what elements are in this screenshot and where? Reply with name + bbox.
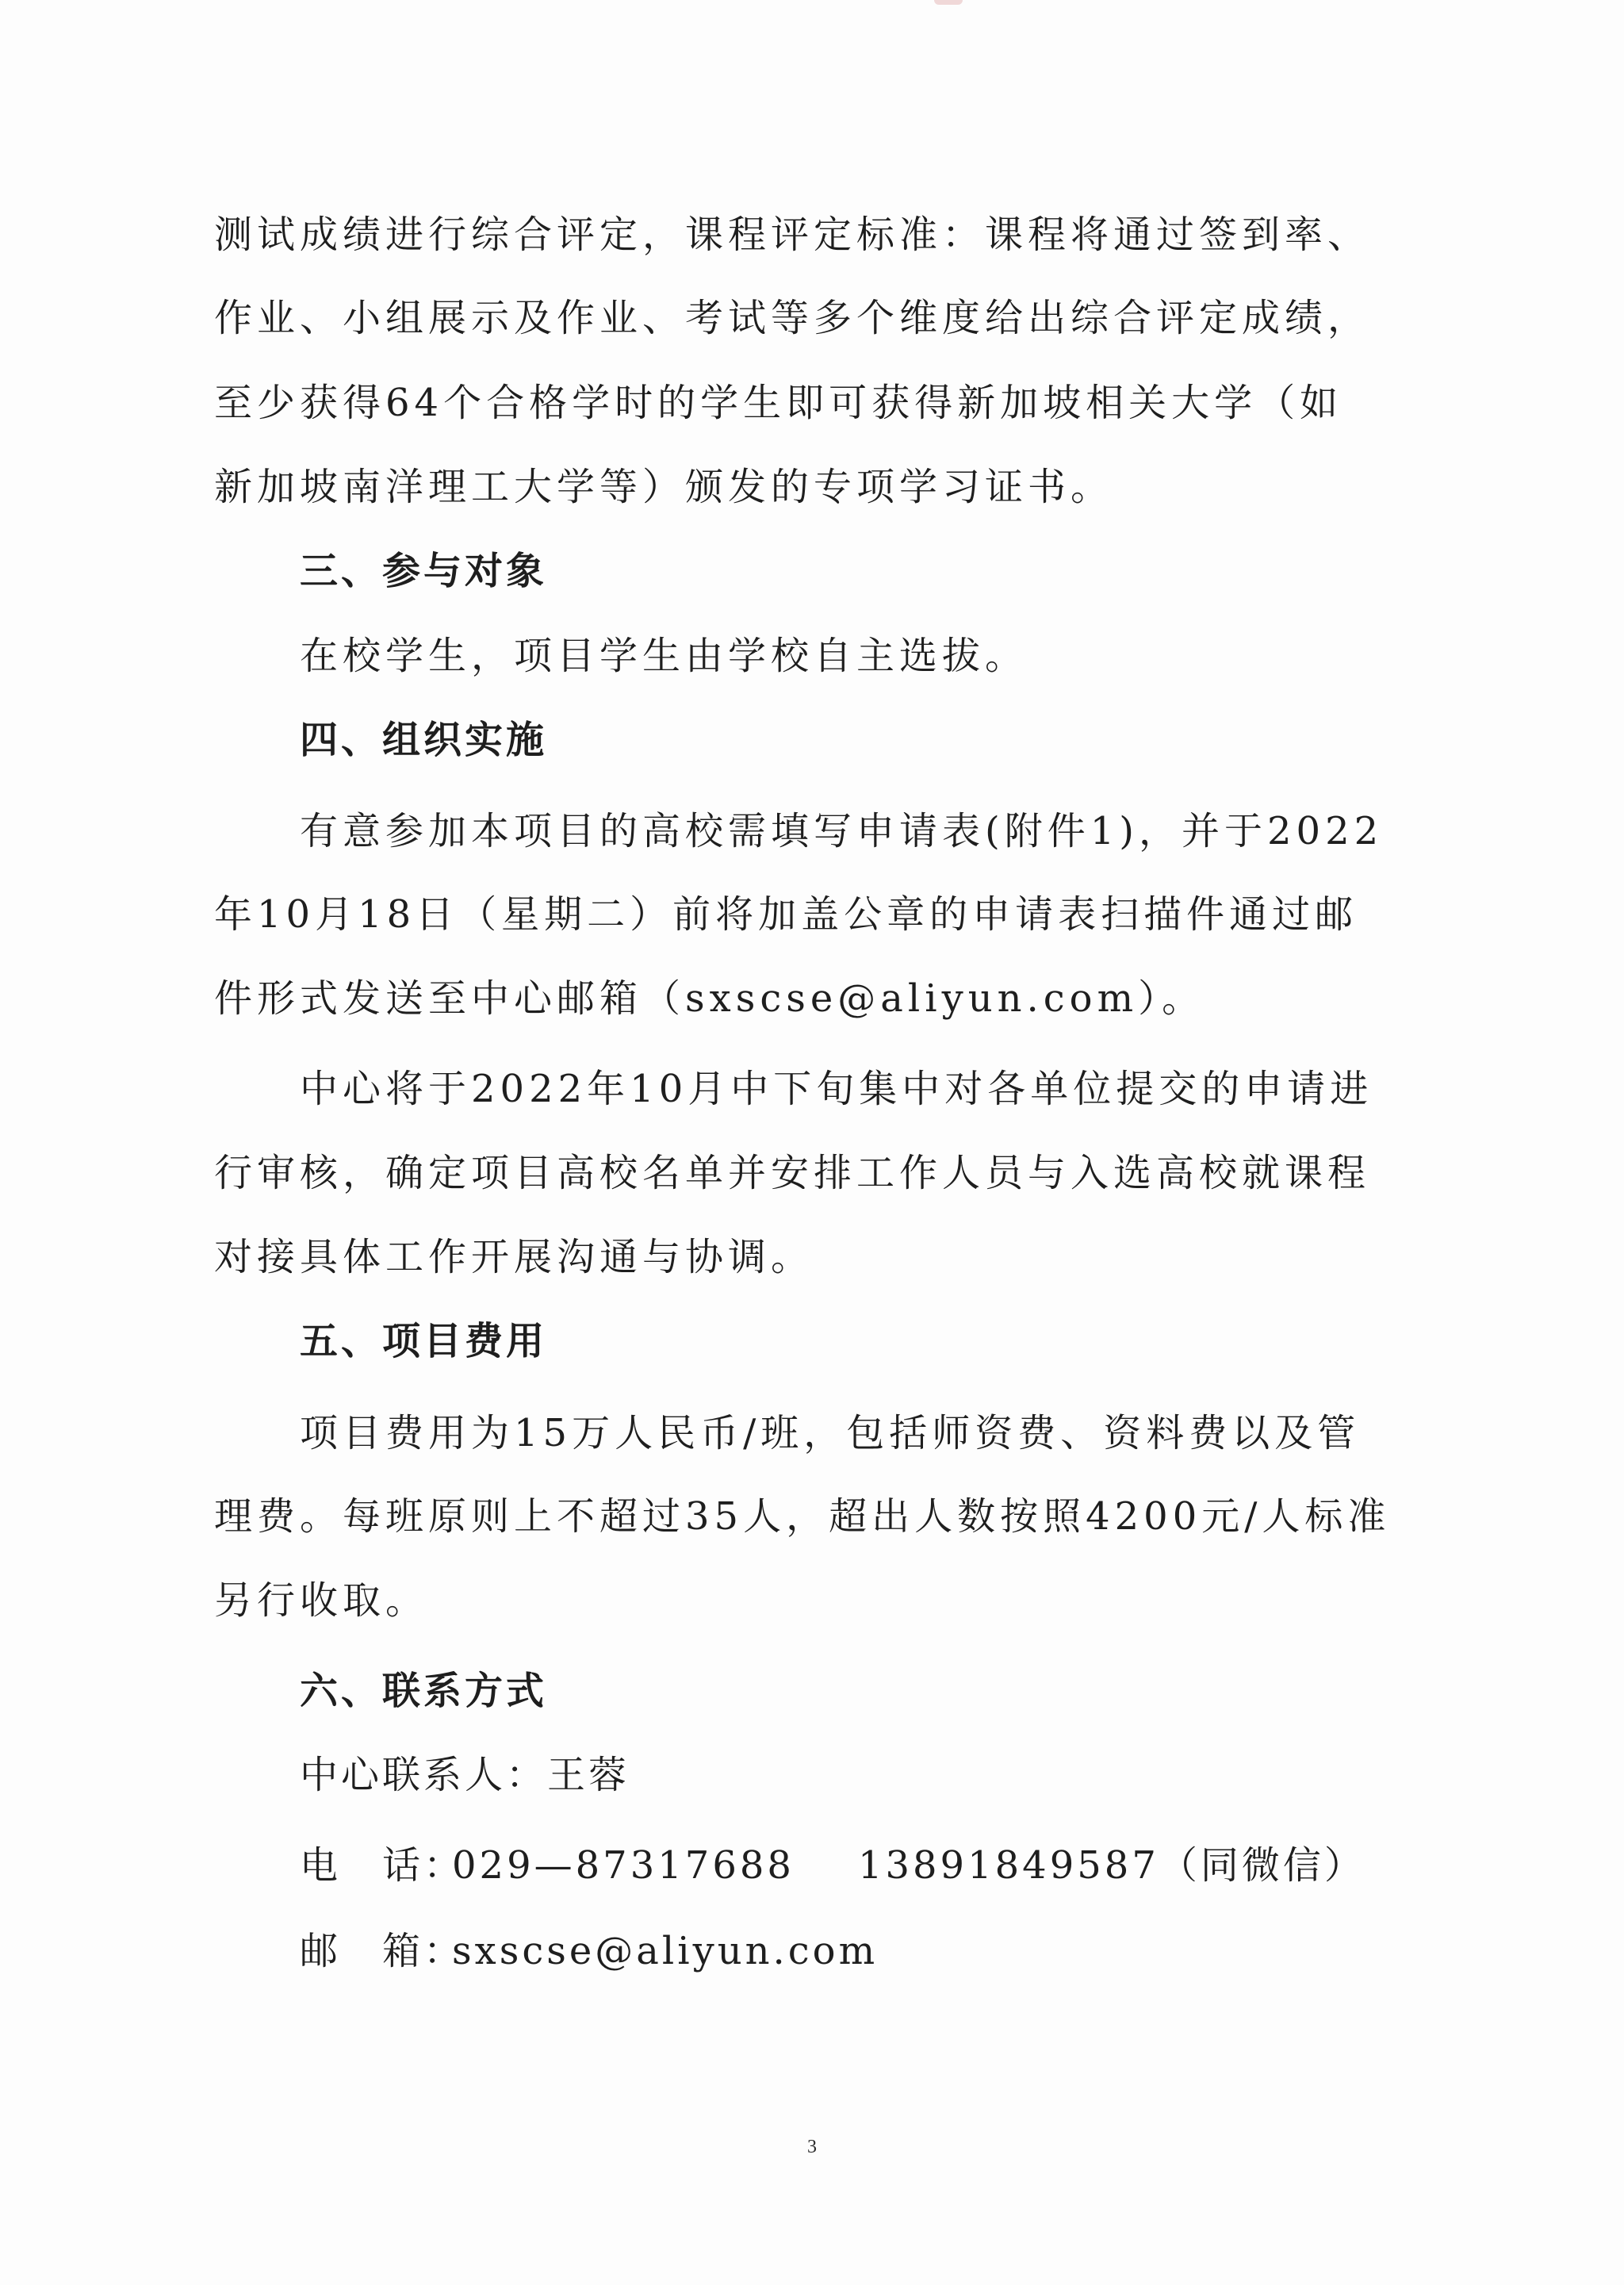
section-heading-fees: 五、项目费用	[300, 1319, 548, 1363]
body-line-2: 作业、小组展示及作业、考试等多个维度给出综合评定成绩，	[214, 296, 1371, 340]
fees-line-2: 理费。每班原则上不超过35人，超出人数按照4200元/人标准	[214, 1494, 1391, 1539]
body-line-4: 新加坡南洋理工大学等）颁发的专项学习证书。	[214, 465, 1114, 509]
email-label: 邮 箱：	[300, 1929, 465, 1973]
fees-line-3: 另行收取。	[214, 1578, 429, 1623]
contact-email-row	[300, 1927, 1380, 1975]
page-number: 3	[807, 2137, 817, 2157]
body-line-3: 至少获得64个合格学时的学生即可获得新加坡相关大学（如	[214, 381, 1343, 425]
email-address: sxscse@aliyun.com	[452, 1929, 879, 1973]
body-line-1: 测试成绩进行综合评定，课程评定标准：课程将通过签到率、	[214, 213, 1371, 257]
phone-number: 029—87317688	[452, 1843, 795, 1888]
contact-phone-row	[300, 1842, 1380, 1889]
implementation-p2-line-2: 行审核，确定项目高校名单并安排工作人员与入选高校就课程	[214, 1151, 1371, 1195]
participants-line-1: 在校学生，项目学生由学校自主选拔。	[300, 634, 1028, 678]
contact-person-row	[300, 1751, 1380, 1799]
implementation-p1-line-1: 有意参加本项目的高校需填写申请表(附件1)，并于2022	[300, 809, 1384, 853]
mobile-number: 13891849587（同微信）	[857, 1843, 1365, 1888]
contact-person-label: 中心联系人：	[300, 1753, 548, 1797]
implementation-p1-line-3: 件形式发送至中心邮箱（sxscse@aliyun.com）。	[214, 976, 1205, 1021]
fees-line-1: 项目费用为15万人民币/班，包括师资费、资料费以及管	[300, 1411, 1361, 1455]
section-heading-participants: 三、参与对象	[300, 549, 548, 593]
implementation-p2-line-1: 中心将于2022年10月中下旬集中对各单位提交的申请进	[300, 1067, 1373, 1111]
implementation-p2-line-3: 对接具体工作开展沟通与协调。	[214, 1235, 814, 1279]
section-heading-contact: 六、联系方式	[300, 1669, 548, 1713]
implementation-p1-line-2: 年10月18日（星期二）前将加盖公章的申请表扫描件通过邮	[214, 892, 1358, 937]
section-heading-implementation: 四、组织实施	[300, 718, 548, 762]
phone-label: 电 话：	[300, 1843, 465, 1888]
scan-mark	[934, 0, 963, 5]
contact-person-name: 王蓉	[547, 1753, 630, 1797]
